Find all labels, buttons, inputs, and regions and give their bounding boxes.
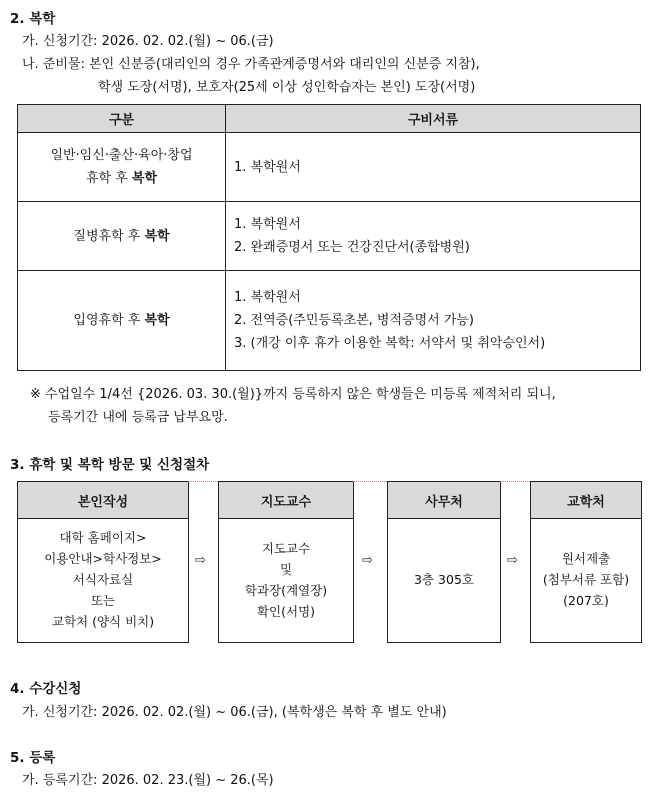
category-line: 입영휴학 후 복학: [73, 313, 170, 328]
registration-note-line2: 등록기간 내에 등록금 납부요망.: [48, 410, 228, 425]
arrow-right-icon: ⇨: [507, 553, 518, 568]
step-body: [219, 519, 353, 640]
step-header: 교학처: [531, 482, 641, 519]
table-header-row: [18, 105, 641, 133]
step-body: [18, 519, 188, 640]
row-category: [18, 133, 226, 202]
table-row: [18, 202, 641, 271]
step-line: 지도교수: [261, 540, 311, 556]
document-item: 2. 전역증(주민등록초본, 병적증명서 가능): [234, 313, 475, 328]
step-header: 사무처: [388, 482, 500, 519]
step-line: 원서제출: [561, 551, 611, 566]
step-line: 학과장(계열장): [244, 582, 328, 598]
category-line: 일반·임신·출산·육아·창업: [50, 148, 193, 163]
section4-period: 가. 신청기간: 2026. 02. 02.(월) ~ 06.(금), (복학생은 복학 후 별도 안내): [22, 705, 447, 720]
document-item: 2. 완쾌증명서 또는 건강진단서(종합병원): [234, 240, 470, 255]
row-category: [18, 202, 226, 271]
step-body: [388, 519, 500, 640]
row-documents: [226, 133, 641, 202]
table-header-documents: 구비서류: [226, 105, 641, 133]
section2-prep-line2: 학생 도장(서명), 보호자(25세 이상 성인학습자는 본인) 도장(서명): [98, 80, 476, 95]
row-category: [18, 271, 226, 371]
step-box-advisor: [218, 481, 354, 643]
section5-title: 5. 등록: [10, 750, 56, 766]
step-header: 본인작성: [18, 482, 188, 519]
row-documents: [226, 202, 641, 271]
step-header: 지도교수: [219, 482, 353, 519]
document-item: 3. (개강 이후 휴가 이용한 복학: 서약서 및 취악승인서): [234, 336, 546, 351]
step-line: (첨부서류 포함): [542, 572, 630, 587]
section2-period: 가. 신청기간: 2026. 02. 02.(월) ~ 06.(금): [22, 34, 274, 49]
document-item: 1. 복학원서: [234, 159, 301, 175]
arrow-right-icon: ⇨: [362, 553, 373, 568]
connector-dotted-line: [353, 481, 387, 482]
registration-note-line1: ※ 수업일수 1/4선 {2026. 03. 30.(월)}까지 등록하지 않은 학생들은 미등록 제적처리 되니,: [30, 387, 556, 402]
step-line: 이용안내>학사정보>: [44, 551, 162, 566]
document-item: 1. 복학원서: [234, 290, 301, 305]
connector-dotted-line: [188, 481, 218, 482]
step-box-self-write: [17, 481, 189, 643]
section3-title: 3. 휴학 및 복학 방문 및 신청절차: [10, 457, 210, 473]
step-line: 확인(서명): [256, 603, 316, 619]
step-line: 대학 홈페이지>: [59, 530, 147, 545]
category-line: 휴학 후 복학: [85, 171, 158, 186]
step-line: 3층 305호: [414, 572, 474, 587]
step-line: 교학처 (양식 비치): [51, 614, 155, 629]
connector-dotted-line: [500, 481, 530, 482]
table-header-category: 구분: [18, 105, 226, 133]
section4-title: 4. 수강신청: [10, 681, 82, 697]
section2-title: 2. 복학: [10, 11, 56, 27]
row-documents: [226, 271, 641, 371]
step-line: 또는: [90, 593, 116, 608]
section2-prep-line1: 나. 준비물: 본인 신분증(대리인의 경우 가족관계증명서와 대리인의 신분증 지참),: [22, 57, 480, 72]
step-body: [531, 519, 641, 640]
category-line: 질병휴학 후 복학: [73, 228, 170, 244]
step-line: 및: [279, 561, 293, 577]
step-line: (207호): [563, 593, 609, 608]
requirements-table: [17, 104, 641, 371]
step-box-admin-office: [387, 481, 501, 643]
section5-period: 가. 등록기간: 2026. 02. 23.(월) ~ 26.(목): [22, 773, 274, 788]
table-row: [18, 271, 641, 371]
step-box-academic-office: [530, 481, 642, 643]
document-item: 1. 복학원서: [234, 217, 301, 232]
step-line: 서식자료실: [72, 572, 134, 587]
arrow-right-icon: ⇨: [195, 553, 206, 568]
table-row: [18, 133, 641, 202]
